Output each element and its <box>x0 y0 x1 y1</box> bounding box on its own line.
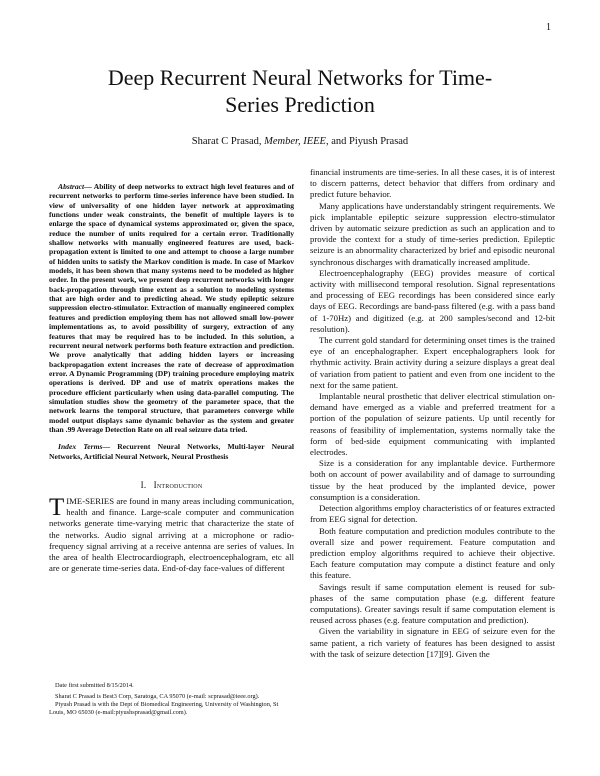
left-column <box>49 182 294 574</box>
page-number: 1 <box>546 22 551 33</box>
intro-paragraph <box>49 493 294 574</box>
paper-title: Deep Recurrent Neural Networks for Time-Series Prediction <box>107 65 493 117</box>
index-terms <box>49 442 294 461</box>
body-paragraph: Given the variability in signature in EEG of seizure even for the same patient, a rich variety of features has been designed to assist with the task of seizure detection [17][9]. Given the <box>310 626 555 659</box>
author-line <box>60 136 540 147</box>
section-numeral: I. <box>140 479 147 490</box>
abstract-label: Abstract <box>58 182 85 191</box>
body-paragraph: Many applications have understandably stringent requirements. We pick implantable epileptic seizure suppression electro-stimulator driven by automatic seizure prediction as such an application and to provide the context for a study of time-series prediction. Epileptic seizure is an abnormality characterized by brief and episodic neuronal synchronous discharges with dramatically increased amplitude. <box>310 200 555 267</box>
right-column <box>310 167 555 660</box>
body-paragraph: Implantable neural prosthetic that deliver electrical stimulation on-demand have emerged as a viable and preferred treatment for a portion of the population of seizure patients. Up until recently for reasons of feasibility of implementation, systems normally take the form of bed-side equipment communicating with implanted electrodes. <box>310 391 555 458</box>
intro-text: IME-SERIES are found in many areas including communication, health and finance. Large-scale computer and communication networks generate time-varying metric that characterize the state of the networks. Audio signal arriving at a microphone or radio-frequency signal arriving at a receive antenna are series of values. In the area of health Electrocardiograph, electroencephalogram, etc all are or generate time-series data. End-of-day face-values of different <box>49 495 294 574</box>
section-heading <box>49 480 294 490</box>
body-paragraph: Both feature computation and prediction modules contribute to the overall size and power requirement. Feature computation and prediction employ algorithms required to achieve their objective. Each feature computation may compute a distinct feature and only this feature. <box>310 525 555 581</box>
author-membership: Member, IEEE <box>264 136 326 147</box>
index-terms-text: — Recurrent Neural Networks, Multi-layer Neural Networks, Artificial Neural Network, Neural Prosthesis <box>49 442 294 461</box>
abstract-text: — Ability of deep networks to extract high level features and of recurrent networks to perform time-series inference have been studied. In view of universality of one hidden layer network at approximating functions under weak constraints, the benefit of multiple layers is to enlarge the space of dynamical systems approximated or, given the space, reduce the number of units required for a certain error. Traditionally shallow networks with manually engineered features are used, back-propagation extent is limited to one and attempt to choose a large number of hidden units to satisfy the Markov condition is made. In case of Markov models, it has been shown that many systems need to be modeled as higher order. In the present work, we present deep recurrent networks with longer back-propagation through time extent as a solution to modeling systems that are high order and to predicting ahead. We study epileptic seizure suppression electro-stimulator. Extraction of manually engineered complex features and prediction employing them has not allowed small low-power implementations as, to avoid possibility of surgery, extraction of any features that may be required has to be included. In this solution, a recurrent neural network performs both feature extraction and prediction. We prove analytically that adding hidden layers or increasing backpropagation extent increases the rate of decrease of approximation error. A Dynamic Programming (DP) training procedure employing matrix operations is derived. DP and use of matrix operations makes the procedure efficient particularly when using data-parallel computing. The simulation studies show the geometry of the parameter space, that the network learns the temporal structure, that parameters converge while model output displays same dynamic behavior as the system and greater than .99 Average Detection Rate on all real seizure data tried. <box>49 182 294 434</box>
abstract <box>49 182 294 434</box>
author-rest: , and Piyush Prasad <box>325 136 409 147</box>
body-paragraph: Savings result if same computation element is reused for sub-phases of the same computation phase (e.g. different feature computations). Greater savings result if same computation element is reused across phases (e.g. feature computation and prediction). <box>310 581 555 626</box>
footnote-author2: Piyush Prasad is with the Dept of Biomedical Engineering, University of Washington, St Louis, MO 65030 (e-mail:piyushsprasad@gmail.com). <box>49 701 279 716</box>
footnote-submitted: Date first submitted 8/15/2014. <box>55 682 134 689</box>
author-name: Sharat C Prasad, <box>191 136 265 147</box>
drop-cap: T <box>49 493 65 521</box>
section-title: Introduction <box>153 479 203 490</box>
body-paragraph: Size is a consideration for any implantable device. Furthermore both on account of power availability and of damage to surrounding tissue by the heat produced by the implanted device, power consumption is a consideration. <box>310 458 555 502</box>
body-paragraph: financial instruments are time-series. In all these cases, it is of interest to discern patterns, detect behavior that differs from ordinary and predict future behavior. <box>310 167 555 200</box>
footnote-author1: Sharat C Prasad is Best3 Corp, Saratoga, CA 95070 (e-mail: scprasad@ieee.org). <box>55 693 260 700</box>
body-paragraph: The current gold standard for determining onset times is the trained eye of an encephalographer. Expert encephalographers look for rhythmic activity. Brain activity during a seizure displays a great deal of variation from patient to patient and even from one incident to the next for the same patient. <box>310 335 555 390</box>
footnotes <box>49 682 294 717</box>
index-terms-label: Index Terms <box>58 442 103 452</box>
body-paragraph: Detection algorithms employ characteristics of or features extracted from EEG signal for detection. <box>310 503 555 525</box>
body-paragraph: Electroencephalography (EEG) provides measure of cortical activity with millisecond temporal resolution. Signal representations and processing of EEG recordings has been considered since early days of EEG. Recordings are band-pass filtered (e.g. with a pass band of 1-70Hz) and digitized (e.g. at 200 samples/second and 12-bit resolution). <box>310 267 555 334</box>
